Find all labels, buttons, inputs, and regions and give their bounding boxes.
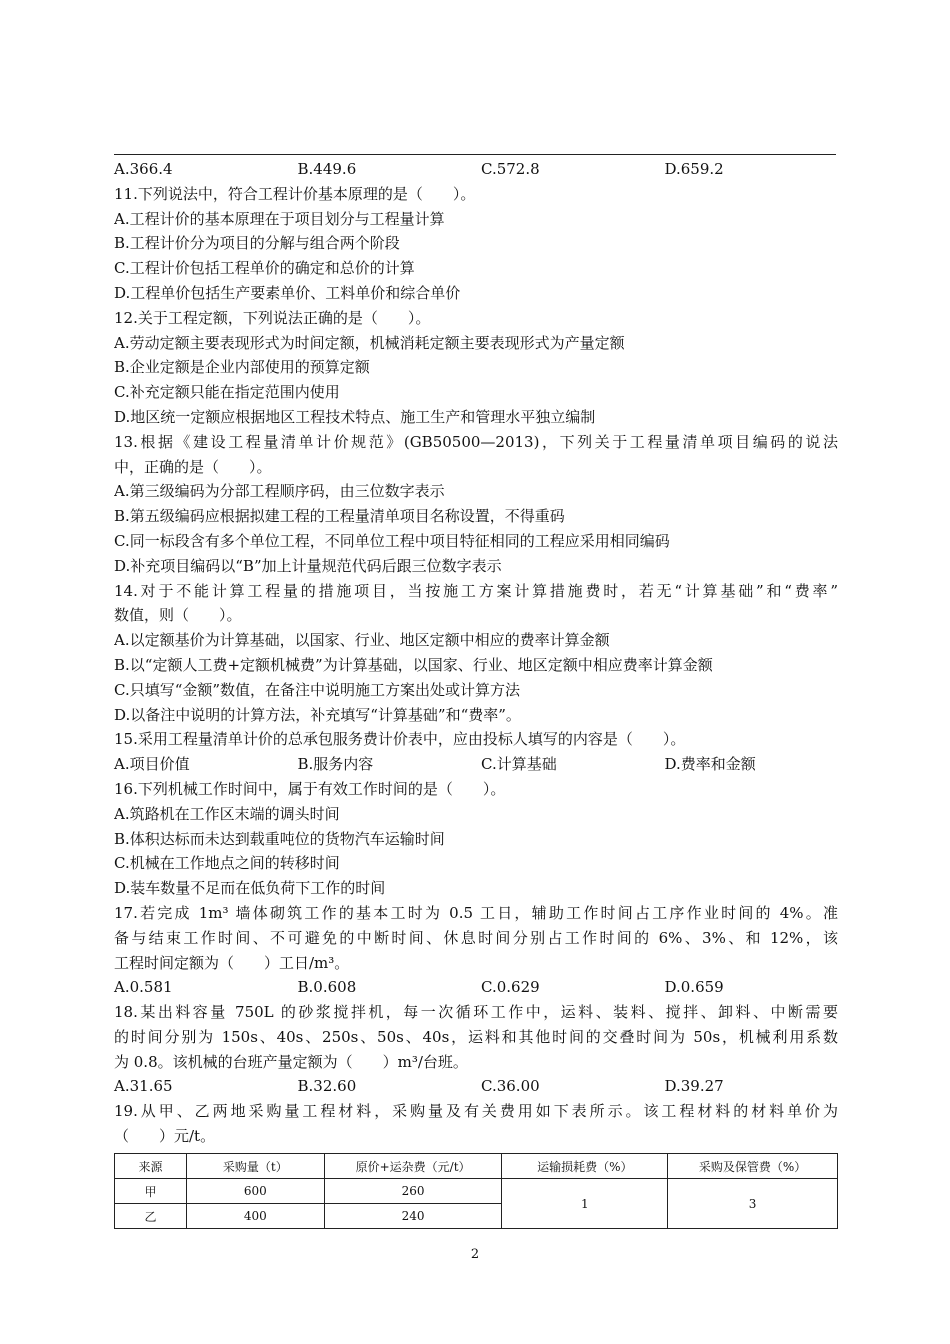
option: A.31.65: [114, 1077, 173, 1096]
option: A.工程计价的基本原理在于项目划分与工程量计算: [114, 209, 445, 228]
question-stem: 11.下列说法中，符合工程计价基本原理的是（ ）。: [114, 184, 476, 203]
material-cost-table: [114, 1153, 838, 1229]
option: B.企业定额是企业内部使用的预算定额: [114, 358, 370, 377]
option: A.0.581: [114, 978, 173, 997]
option: D.以备注中说明的计算方法，补充填写“计算基础”和“费率”。: [114, 705, 521, 724]
option: D.补充项目编码以“B”加上计量规范代码后跟三位数字表示: [114, 556, 502, 575]
option: B.工程计价分为项目的分解与组合两个阶段: [114, 234, 400, 253]
option: A.项目价值: [114, 755, 190, 774]
option: C.只填写“金额”数值，在备注中说明施工方案出处或计算方法: [114, 680, 521, 699]
option: C.36.00: [481, 1077, 540, 1096]
page-number: 2: [470, 1247, 480, 1262]
table-header-cell: 采购及保管费（%）: [668, 1154, 838, 1179]
table-cell-qty: 600: [186, 1179, 324, 1204]
option: C.计算基础: [481, 755, 557, 774]
table-cell-price: 260: [324, 1179, 502, 1204]
q17-options: [114, 975, 838, 1000]
option: A.366.4: [114, 160, 173, 178]
option: C.同一标段含有多个单位工程，不同单位工程中项目特征相同的工程应采用相同编码: [114, 531, 670, 550]
q18-options: [114, 1074, 838, 1099]
option: D.39.27: [664, 1077, 724, 1096]
header-rule: [114, 154, 836, 155]
option: A.第三级编码为分部工程顺序码，由三位数字表示: [114, 482, 445, 501]
option: C.机械在工作地点之间的转移时间: [114, 854, 340, 873]
question-stem: 为 0.8。该机械的台班产量定额为（ ）m³/台班。: [114, 1052, 468, 1071]
table-header-cell: 运输损耗费（%）: [502, 1154, 668, 1179]
table-cell-source: 乙: [115, 1204, 187, 1229]
table-header-cell: 来源: [115, 1154, 187, 1179]
question-stem: 18.某出料容量 750L 的砂浆搅拌机，每一次循环工作中，运料、装料、搅拌、卸料、中断需要: [114, 1003, 838, 1022]
option: B.0.608: [297, 978, 357, 997]
option: B.以“定额人工费+定额机械费”为计算基础，以国家、行业、地区定额中相应费率计算金额: [114, 655, 713, 674]
option: D.0.659: [664, 978, 724, 997]
option: C.572.8: [481, 160, 540, 178]
option: D.工程单价包括生产要素单价、工料单价和综合单价: [114, 283, 461, 302]
question-stem: 14.对于不能计算工程量的措施项目，当按施工方案计算措施费时，若无“计算基础”和“费率”: [114, 581, 838, 600]
option: A.筑路机在工作区末端的调头时间: [114, 804, 340, 823]
table-header-row: [115, 1154, 838, 1179]
q15-options: [114, 752, 838, 777]
q10-options: [114, 157, 838, 182]
option: B.449.6: [297, 160, 357, 178]
question-stem: 备与结束工作时间、不可避免的中断时间、休息时间分别占工作时间的 6%、3%、和 12%，该: [114, 928, 838, 947]
option: D.地区统一定额应根据地区工程技术特点、施工生产和管理水平独立编制: [114, 407, 596, 426]
question-stem: 数值，则（ ）。: [114, 606, 242, 625]
question-stem: 中，正确的是（ ）。: [114, 457, 272, 476]
option: B.32.60: [297, 1077, 357, 1096]
option: C.工程计价包括工程单价的确定和总价的计算: [114, 259, 415, 278]
question-stem: 16.下列机械工作时间中，属于有效工作时间的是（ ）。: [114, 779, 506, 798]
option: D.659.2: [664, 160, 724, 178]
option: D.装车数量不足而在低负荷下工作的时间: [114, 879, 386, 898]
question-stem: 工程时间定额为（ ）工日/m³。: [114, 953, 350, 972]
table-row: [115, 1179, 838, 1204]
question-stem: 的时间分别为 150s、40s、250s、50s、40s，运料和其他时间的交叠时间为 50s，机械利用系数: [114, 1027, 838, 1046]
option: B.体积达标而未达到载重吨位的货物汽车运输时间: [114, 829, 445, 848]
table-cell-storage-rate: 3: [668, 1179, 838, 1229]
question-stem: 12.关于工程定额，下列说法正确的是（ ）。: [114, 308, 431, 327]
option: B.第五级编码应根据拟建工程的工程量清单项目名称设置，不得重码: [114, 507, 565, 526]
option: C.0.629: [481, 978, 540, 997]
option: B.服务内容: [297, 755, 374, 774]
option: A.劳动定额主要表现形式为时间定额，机械消耗定额主要表现形式为产量定额: [114, 333, 625, 352]
question-content: [114, 157, 838, 1149]
question-stem: 19.从甲、乙两地采购量工程材料，采购量及有关费用如下表所示。该工程材料的材料单价为: [114, 1102, 838, 1121]
question-stem: （ ）元/t。: [114, 1127, 216, 1146]
table-header-cell: 采购量（t）: [186, 1154, 324, 1179]
table-header-cell: 原价+运杂费（元/t）: [324, 1154, 502, 1179]
option: D.费率和金额: [664, 755, 756, 774]
question-stem: 17.若完成 1m³ 墙体砌筑工作的基本工时为 0.5 工日，辅助工作时间占工序作业时间的 4%。准: [114, 903, 838, 922]
option: C.补充定额只能在指定范围内使用: [114, 383, 340, 402]
table-cell-price: 240: [324, 1204, 502, 1229]
table-cell-qty: 400: [186, 1204, 324, 1229]
question-stem: 15.采用工程量清单计价的总承包服务费计价表中，应由投标人填写的内容是（ ）。: [114, 730, 686, 749]
table-cell-loss-rate: 1: [502, 1179, 668, 1229]
question-stem: 13.根据《建设工程量清单计价规范》(GB50500—2013)，下列关于工程量清单项目编码的说法: [114, 432, 838, 451]
option: A.以定额基价为计算基础，以国家、行业、地区定额中相应的费率计算金额: [114, 631, 610, 650]
table-cell-source: 甲: [115, 1179, 187, 1204]
